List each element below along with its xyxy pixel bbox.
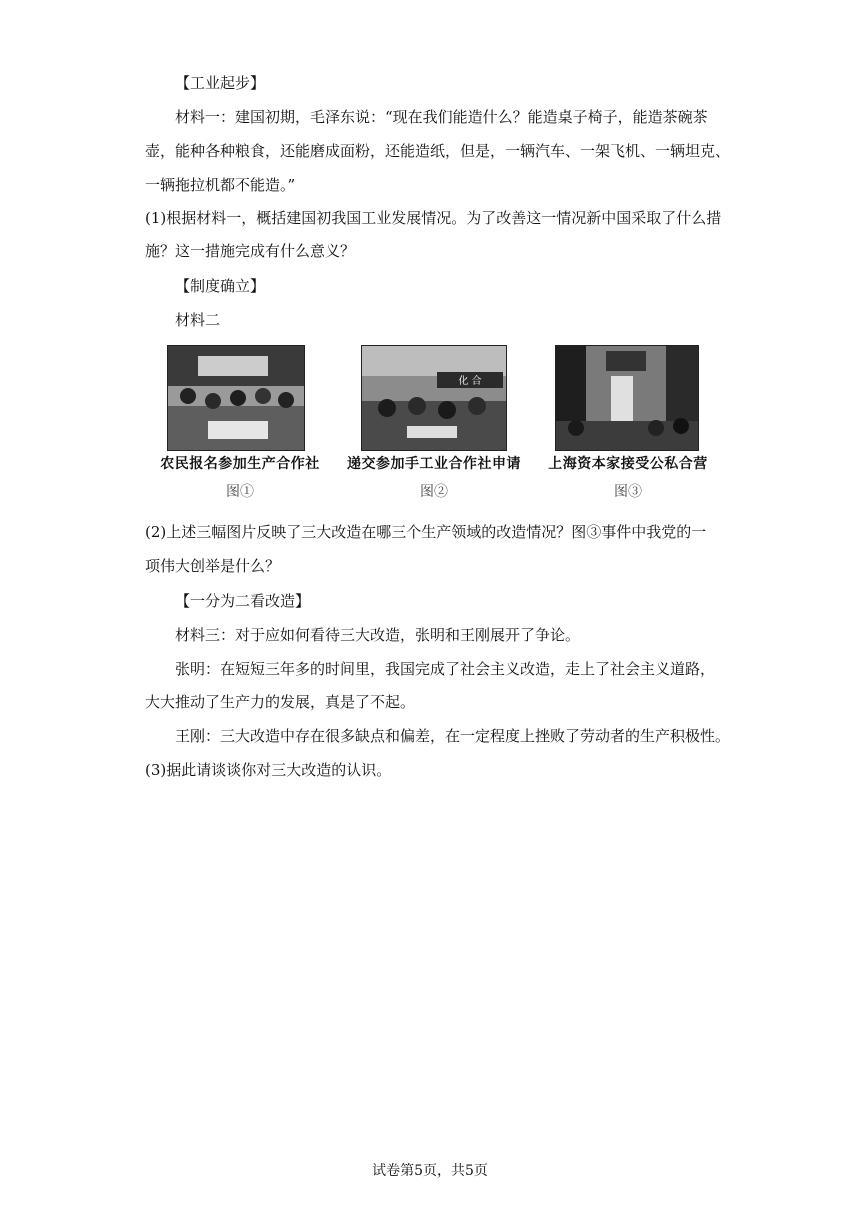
figure-2-caption: 递交参加手工业合作社申请	[347, 456, 521, 472]
material-two-label: 材料二	[175, 311, 221, 329]
question-1-line-1: (1)根据材料一，概括建国初我国工业发展情况。为了改善这一情况新中国采取了什么措	[145, 209, 722, 227]
figure-1	[145, 345, 335, 500]
figure-3-caption: 上海资本家接受公私合营	[548, 456, 708, 472]
zhangming-line-1: 张明：在短短三年多的时间里，我国完成了社会主义改造，走上了社会主义道路，	[175, 660, 716, 678]
material-three-line: 材料三：对于应如何看待三大改造，张明和王刚展开了争论。	[175, 626, 581, 644]
figure-group	[145, 345, 725, 505]
material-one-line-1: 材料一：建国初期，毛泽东说：“现在我们能造什么？能造桌子椅子，能造茶碗茶	[175, 108, 708, 126]
zhangming-line-2: 大大推动了生产力的发展，真是了不起。	[145, 693, 416, 711]
figure-3	[533, 345, 723, 500]
figure-2-label: 图②	[420, 484, 448, 500]
wanggang-line: 王刚：三大改造中存在很多缺点和偏差，在一定程度上挫败了劳动者的生产积极性。	[175, 727, 731, 745]
figure-2	[339, 345, 529, 500]
figure-3-photo	[555, 345, 699, 451]
page-footer: 试卷第5页，共5页	[372, 1163, 488, 1179]
figure-2-photo	[361, 345, 507, 451]
material-one-line-2: 壶，能种各种粮食，还能磨成面粉，还能造纸，但是，一辆汽车、一架飞机、一辆坦克、	[145, 142, 731, 160]
figure-2-banner-text: 化 合	[458, 376, 482, 387]
figure-1-label: 图①	[226, 484, 254, 500]
question-2-line-1: (2)上述三幅图片反映了三大改造在哪三个生产领域的改造情况？图③事件中我党的一	[145, 523, 707, 541]
figure-1-photo	[167, 345, 305, 451]
figure-1-caption: 农民报名参加生产合作社	[160, 456, 320, 472]
material-one-line-3: 一辆拖拉机都不能造。”	[145, 176, 296, 194]
question-1-line-2: 施？这一措施完成有什么意义？	[145, 242, 356, 260]
question-2-line-2: 项伟大创举是什么？	[145, 557, 281, 575]
question-3-line: (3)据此请谈谈你对三大改造的认识。	[145, 761, 392, 779]
figure-3-label: 图③	[614, 484, 642, 500]
section-heading-evaluation: 【一分为二看改造】	[175, 592, 311, 610]
section-heading-industry: 【工业起步】	[175, 74, 266, 92]
section-heading-system: 【制度确立】	[175, 277, 266, 295]
